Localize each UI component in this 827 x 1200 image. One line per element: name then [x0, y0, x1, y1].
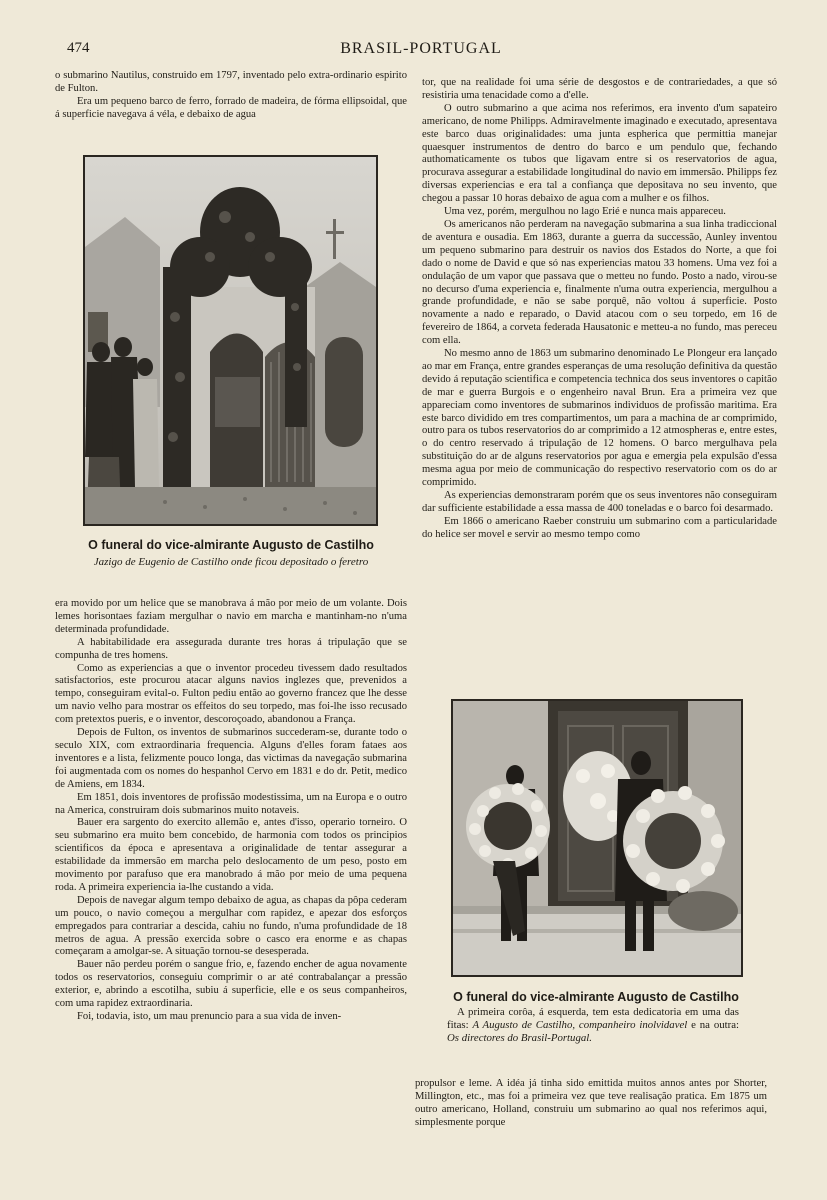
journal-title: BRASIL-PORTUGAL — [340, 40, 502, 57]
paragraph: Era um pequeno barco de ferro, forrado de madeira, de fórma ellipsoidal, que á superficie navegava á véla, e debaixo de agua — [55, 95, 407, 120]
page-header — [55, 40, 787, 66]
wreaths-illustration — [453, 701, 741, 975]
paragraph: Bauer não perdeu porém o sangue frio, e, fazendo encher de agua novamente todos os reservatorios, conseguiu comprimir o ar até contrabalançar a pressão exterior, e, abrindo a escotilha, subiu á superficie, elle e os seus companheiros, com uma rapidez extraordinaria. — [55, 959, 407, 1010]
column-divider — [413, 70, 414, 1130]
paragraph: No mesmo anno de 1863 um submarino denominado Le Plongeur era lançado ao mar em França, entre grandes esperanças de uma resolução definitiva da questão devido á reputação scientifica e competencia technica dos seus inventores o capitão de mar e guerra Burgois e o engenheiro naval Brun. Era a primeira vez que appareciam como inventores de submarinos individuos de profissão maritima. Era este barco dividido em tres compartimentos, um para a machina de ar comprimido, outro para os tubos reservatorios do ar comprimido a 12 atmospheras e, entre estes, o do centro reservado á tripulação de 12 homens. O barco mergulhava pela substituição do ar de alguns reservatorios por agua e emergia pela expulsão d'essa mesma agua por meio de communicação do respectivo reservatorio com os do ar comprimido. — [422, 348, 777, 489]
paragraph: o submarino Nautilus, construido em 1797, inventado pelo extra-ordinario espirito de Fulton. — [55, 70, 407, 94]
paragraph: Como as experiencias a que o inventor procedeu tivessem dado resultados satisfactorios, este procurou atacar alguns navios inglezes que, prevenidos a tempo, conseguiram evital-o. Fulton pediu então ao governo francez que lhe desse um navio velho para mostrar os effeitos do seu torpedo, mas foi-lhe isso recusado com pretextos pueris, e o inventor, descoroçoado, abandonou a França. — [55, 662, 407, 726]
figure-1-title: O funeral do vice-almirante Augusto de Castilho — [88, 538, 374, 552]
right-column-bottom — [415, 1078, 767, 1130]
caption-quote: Os directores do Brasil-Portugal. — [447, 1032, 592, 1044]
paragraph: Foi, todavia, isto, um mau prenuncio para a sua vida de inven- — [77, 1011, 342, 1022]
figure-2-caption — [447, 1006, 739, 1045]
figure-2-title: O funeral do vice-almirante Augusto de Castilho — [453, 990, 739, 1004]
paragraph: Em 1866 o americano Raeber construiu um submarino com a particularidade do helice ser movel e servir ao mesmo tempo como — [422, 515, 777, 540]
caption-intro: A primeira corôa, á esquerda, tem esta dedicatoria em uma das fitas: — [447, 1006, 739, 1031]
paragraph: As experiencias demonstraram porém que os seus inventores não conseguiram dar sufficiente estabilidade a essa massa de 400 toneladas e o barco foi desarmado. — [422, 490, 777, 514]
paragraph: A habitabilidade era assegurada durante tres horas á tripulação que se compunha de tres homens. — [55, 636, 407, 661]
paragraph: tor, que na realidade foi uma série de desgostos e de contrariedades, a que só resistiria uma tenacidade como a d'elle. — [422, 77, 777, 101]
paragraph: Depois de Fulton, os inventos de submarinos succederam-se, durante todo o seculo XIX, com extraordinaria frequencia. Alguns d'elles foram fataes aos inventores e a lista, felizmente pouco longa, das victimas da navegação submarina foi augmentada com os nomes do hespanhol Cervo em 1831 e do dr. Petit, medico de Amiens, em 1834. — [55, 727, 407, 790]
paragraph: Uma vez, porém, mergulhou no lago Erié e nunca mais appareceu. — [444, 206, 726, 218]
page-number: 474 — [67, 40, 90, 56]
paragraph: Bauer era sargento do exercito allemão e, antes d'isso, operario torneiro. O seu submarino era muito bem concebido, de harmonia com todos os principios scientificos da época e apresentava a originalidade de tentar assegurar a estabilidade da immersão em marcha pelo deslocamento de um peso, posto em movimento por parafuso que era manobrado á mão por meio de uma pequena roda. A primeira experiencia ia-lhe custando a vida. — [55, 817, 407, 893]
paragraph: propulsor e leme. A idéa já tinha sido emittida muitos annos antes por Shorter, Millington, etc., mas foi a primeira vez que teve realisação pratica. Em 1875 um outro americano, Holland, construiu um submarino ao qual nos referimos aqui, simplesmente porque — [415, 1078, 767, 1128]
paragraph: Depois de navegar algum tempo debaixo de agua, as chapas da pôpa cederam um pouco, o navio começou a mergulhar com rapidez, e apezar dos esforços empregados para contrariar a descida, cahiu no fundo, n'uma profundidade de 18 metros de agua. A pressão exercida sobre o casco era enorme e as chapas começaram a amolgar-se. A situação tornou-se desesperada. — [55, 894, 407, 958]
right-column-top — [422, 77, 777, 542]
caption-connector: e na outra: — [687, 1019, 739, 1031]
tomb-photo — [83, 155, 378, 526]
paragraph: era movido por um helice que se manobrava á mão por meio de um volante. Dois lemes horisontaes faziam mergulhar o navio em marcha e mantinham-no n'uma determinada profundidade. — [55, 598, 407, 635]
wreaths-photo — [451, 699, 743, 977]
figure-1-caption: Jazigo de Eugenio de Castilho onde ficou depositado o feretro — [93, 556, 369, 568]
left-column-bottom — [55, 598, 407, 1024]
tomb-illustration — [85, 157, 376, 524]
paragraph: O outro submarino a que acima nos referimos, era invento d'um sapateiro americano, de nome Philipps. Admiravelmente imaginado e executado, apresentava este barco duas originalidades: uma junta espherica que permittia manejar quaesquer instrumentos de dentro do barco e um pendulo que, fechando authomaticamente os tubos que ligavam entre si os reservatorios de agua, procurava assegurar a estabilidade longitudinal do navio em immersão. Philipps fez diversas experiencias e era tal a confiança que depositava no seu invento, que chegou a passar 10 horas debaixo de agua com a mulher e os filhos. — [422, 102, 777, 205]
caption-quote: A Augusto de Castilho, companheiro inolvidavel — [472, 1019, 688, 1031]
left-column-top — [55, 70, 407, 122]
paragraph: Em 1851, dois inventores de profissão modestissima, um na Europa e o outro na America, construiram dois submarinos muito notaveis. — [55, 791, 407, 816]
paragraph: Os americanos não perderam na navegação submarina a sua linha tradiccional de aventura e ousadia. Em 1863, durante a guerra da successão, Aunley inventou um pequeno submarino para destruir os navios dos Estados do Norte, a que foi dado o nome de David e que só nas experiencias matou 33 homens. Uma vez foi a ondulação de um vapor que passava que o metteu no fundo. Posto a nado, virou-se no decurso d'uma experiencia e, finalmente n'uma outra experiencia, mergulhou a grande profundidade, e não se sabe porquê, não voltou á superficie. Posto novamente a nado e reparado, o David atacou com o seu torpedo, em 16 de fevereiro de 1864, a corveta federada Hausatonic e metteu-a no fundo, mas pereceu com ella. — [422, 218, 777, 347]
